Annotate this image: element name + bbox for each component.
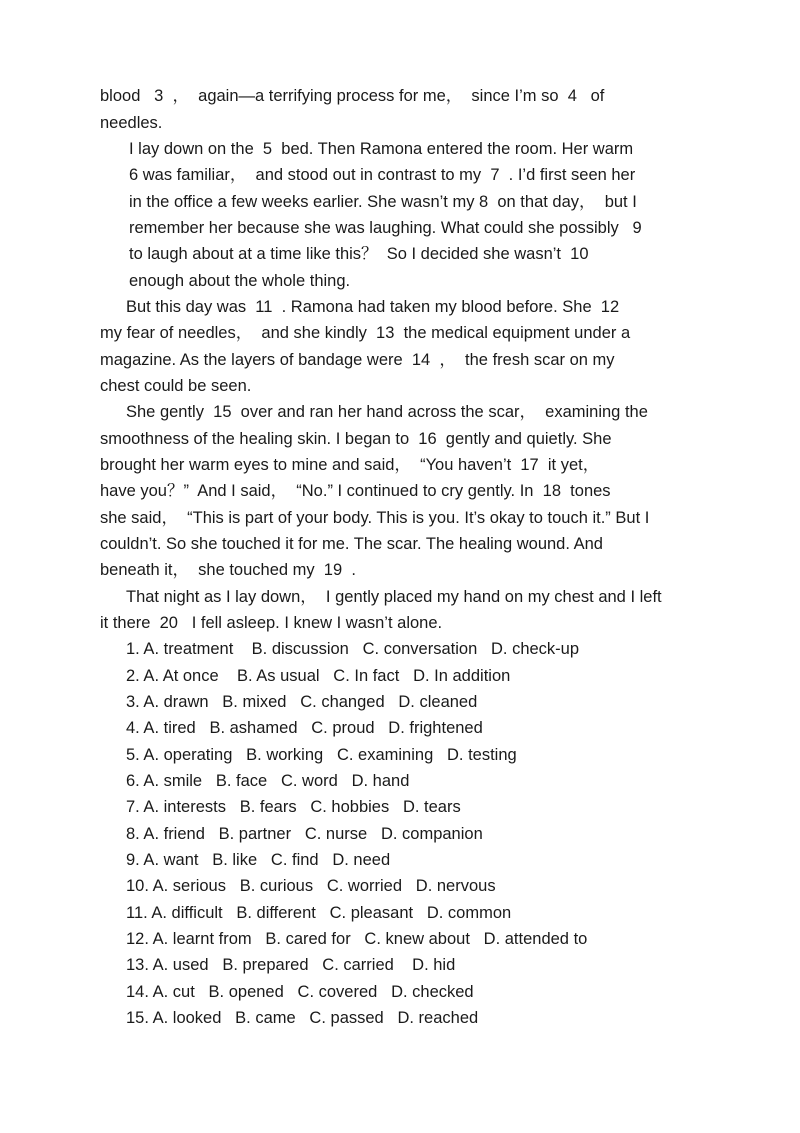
question-line: 11. A. difficult B. different C. pleasant D. common: [126, 904, 512, 922]
question-line: 8. A. friend B. partner C. nurse D. companion: [126, 825, 483, 843]
question-line: 3. A. drawn B. mixed C. changed D. cleaned: [126, 693, 478, 711]
passage-line: to laugh about at a time like this？ So I decided she wasn’t 10: [129, 245, 594, 263]
passage-line: smoothness of the healing skin. I began to 16 gently and quietly. She: [100, 430, 612, 448]
passage-line: chest could be seen.: [100, 377, 252, 395]
passage-line: couldn’t. So she touched it for me. The scar. The healing wound. And: [100, 535, 603, 553]
question-line: 15. A. looked B. came C. passed D. reached: [126, 1009, 479, 1027]
passage-line: she said， “This is part of your body. This is you. It’s okay to touch it.” But I: [100, 509, 650, 527]
passage-line: enough about the whole thing.: [129, 272, 351, 290]
passage-line: I lay down on the 5 bed. Then Ramona entered the room. Her warm: [129, 140, 634, 158]
question-line: 13. A. used B. prepared C. carried D. hid: [126, 956, 456, 974]
passage-line: beneath it， she touched my 19 .: [100, 561, 356, 579]
passage-line: have you？” And I said， “No.” I continued to cry gently. In 18 tones: [100, 482, 611, 500]
question-line: 4. A. tired B. ashamed C. proud D. frightened: [126, 719, 483, 737]
question-line: 14. A. cut B. opened C. covered D. checked: [126, 983, 474, 1001]
question-line: 6. A. smile B. face C. word D. hand: [126, 772, 410, 790]
question-line: 12. A. learnt from B. cared for C. knew about D. attended to: [126, 930, 588, 948]
passage-line: brought her warm eyes to mine and said， “You haven’t 17 it yet，: [100, 456, 600, 474]
passage-line: But this day was 11 . Ramona had taken my blood before. She 12: [126, 298, 624, 316]
question-line: 10. A. serious B. curious C. worried D. nervous: [126, 877, 496, 895]
passage-line: remember her because she was laughing. What could she possibly 9: [129, 219, 647, 237]
question-line: 7. A. interests B. fears C. hobbies D. tears: [126, 798, 461, 816]
question-line: 5. A. operating B. working C. examining D. testing: [126, 746, 517, 764]
passage-line: blood 3 ， again—a terrifying process for me， since I’m so 4 of: [100, 87, 605, 105]
passage-line: magazine. As the layers of bandage were 14 ， the fresh scar on my: [100, 351, 615, 369]
question-line: 1. A. treatment B. discussion C. conversation D. check-up: [126, 640, 580, 658]
passage-line: it there 20 I fell asleep. I knew I wasn’t alone.: [100, 614, 443, 632]
passage-line: my fear of needles， and she kindly 13 the medical equipment under a: [100, 324, 631, 342]
passage-line: in the office a few weeks earlier. She wasn’t my 8 on that day， but I: [129, 193, 637, 211]
passage-line: That night as I lay down， I gently placed my hand on my chest and I left: [126, 588, 662, 606]
question-line: 2. A. At once B. As usual C. In fact D. In addition: [126, 667, 511, 685]
passage-line: 6 was familiar， and stood out in contrast to my 7 . I’d first seen her: [129, 166, 636, 184]
question-line: 9. A. want B. like C. find D. need: [126, 851, 391, 869]
passage-line: She gently 15 over and ran her hand across the scar， examining the: [126, 403, 648, 421]
passage-line: needles.: [100, 114, 163, 132]
